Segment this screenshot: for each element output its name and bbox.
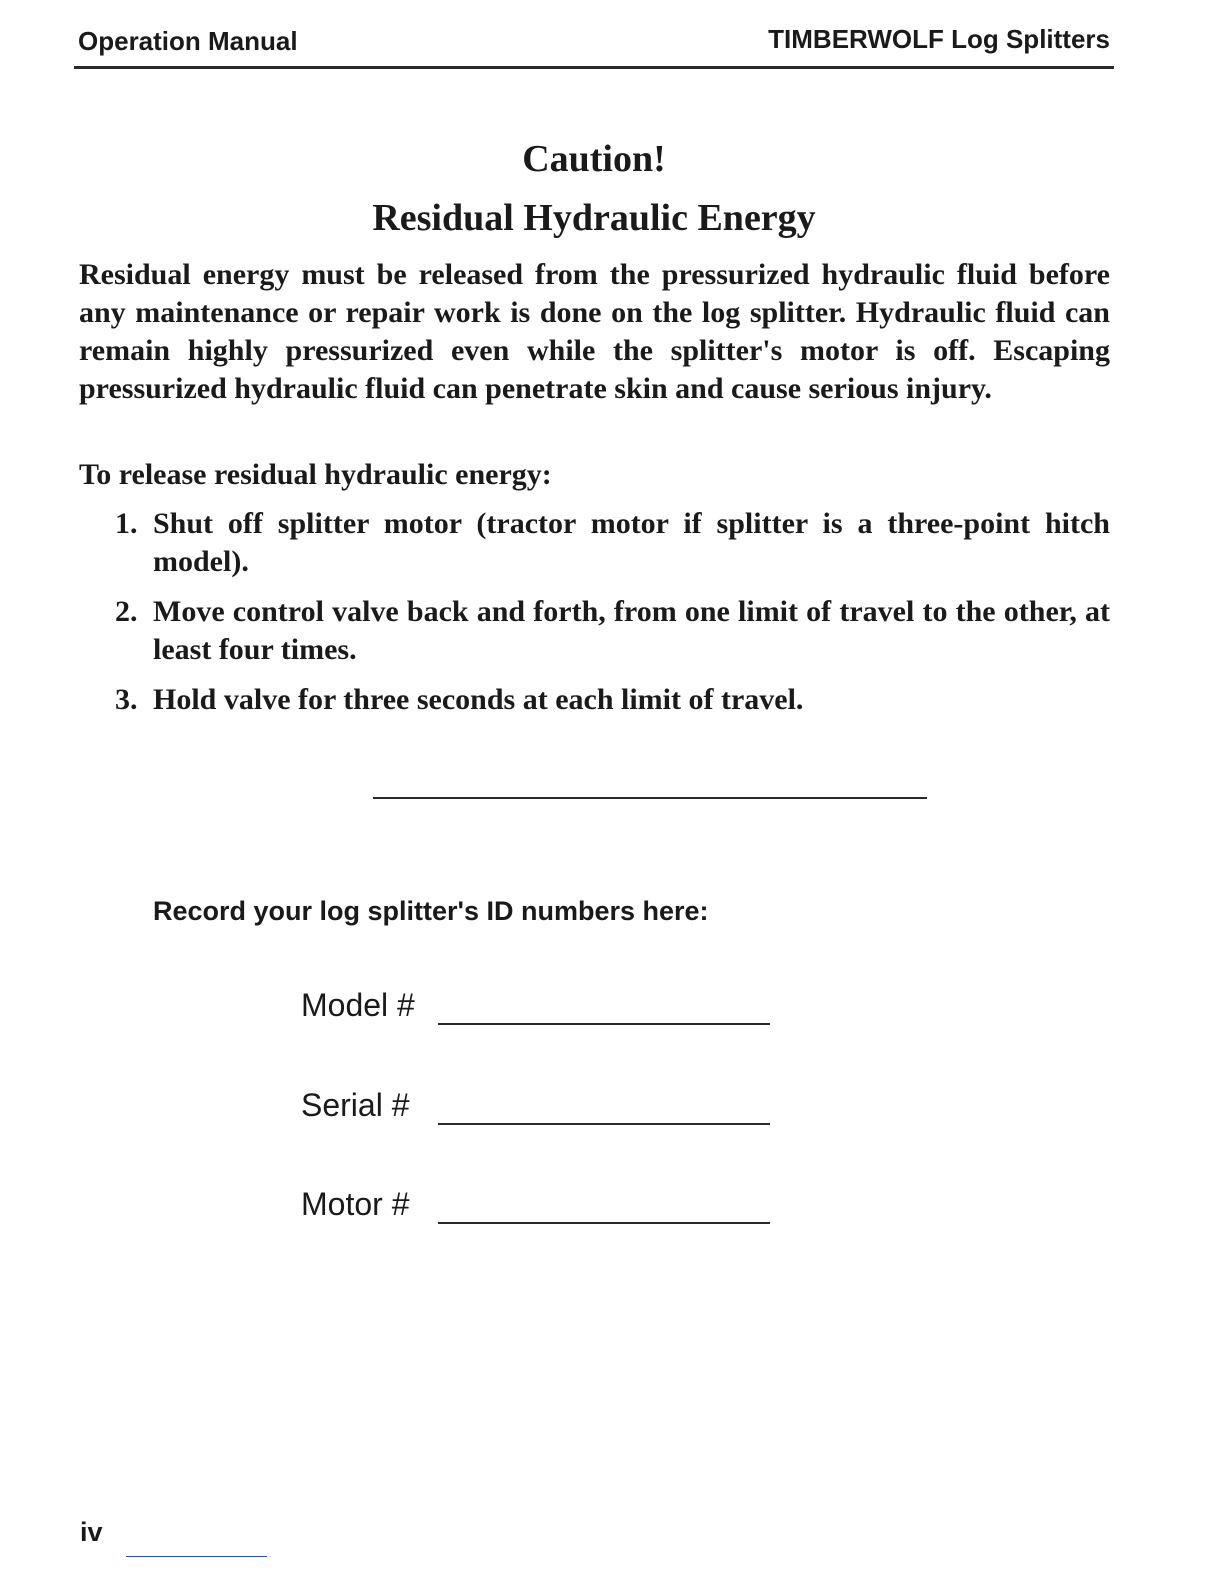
steps-list: [79, 505, 1110, 731]
motor-number-label: Motor #: [301, 1186, 410, 1222]
caution-subtitle: Residual Hydraulic Energy: [372, 197, 816, 239]
step-number: 2.: [115, 595, 138, 628]
step-item: [79, 505, 1110, 581]
footer-rule: [126, 1556, 267, 1557]
caution-title: Caution!: [522, 138, 666, 180]
step-item: [79, 593, 1110, 669]
caution-body: Residual energy must be released from the pressurized hydraulic fluid before any maintenance or repair work is done on the log splitter. Hydraulic fluid can remain highly pressurized even while the splitter's motor is off. Escaping pressurized hydraulic fluid can penetrate skin and cause serious injury.: [79, 258, 1110, 405]
step-number: 1.: [115, 507, 138, 540]
header-product-name: TIMBERWOLF Log Splitters: [768, 24, 1110, 54]
step-item: [79, 681, 1110, 719]
step-text: Shut off splitter motor (tractor motor if splitter is a three-point hitch model).: [153, 507, 1110, 578]
step-text: Hold valve for three seconds at each limit of travel.: [153, 683, 804, 716]
id-record-heading: Record your log splitter's ID numbers here:: [153, 896, 709, 926]
motor-number-field: [301, 1186, 781, 1230]
model-number-field: [301, 987, 781, 1031]
serial-number-blank: [438, 1123, 770, 1125]
step-number: 3.: [115, 683, 138, 716]
serial-number-field: [301, 1087, 781, 1131]
steps-lead: To release residual hydraulic energy:: [79, 458, 552, 491]
serial-number-label: Serial #: [301, 1087, 410, 1123]
page-number: iv: [80, 1517, 103, 1547]
page-header: [74, 22, 1114, 69]
step-text: Move control valve back and forth, from one limit of travel to the other, at least four times.: [153, 595, 1110, 666]
header-manual-title: Operation Manual: [78, 26, 298, 56]
model-number-blank: [438, 1023, 770, 1025]
section-divider: [373, 797, 927, 799]
motor-number-blank: [438, 1222, 770, 1224]
model-number-label: Model #: [301, 987, 415, 1023]
